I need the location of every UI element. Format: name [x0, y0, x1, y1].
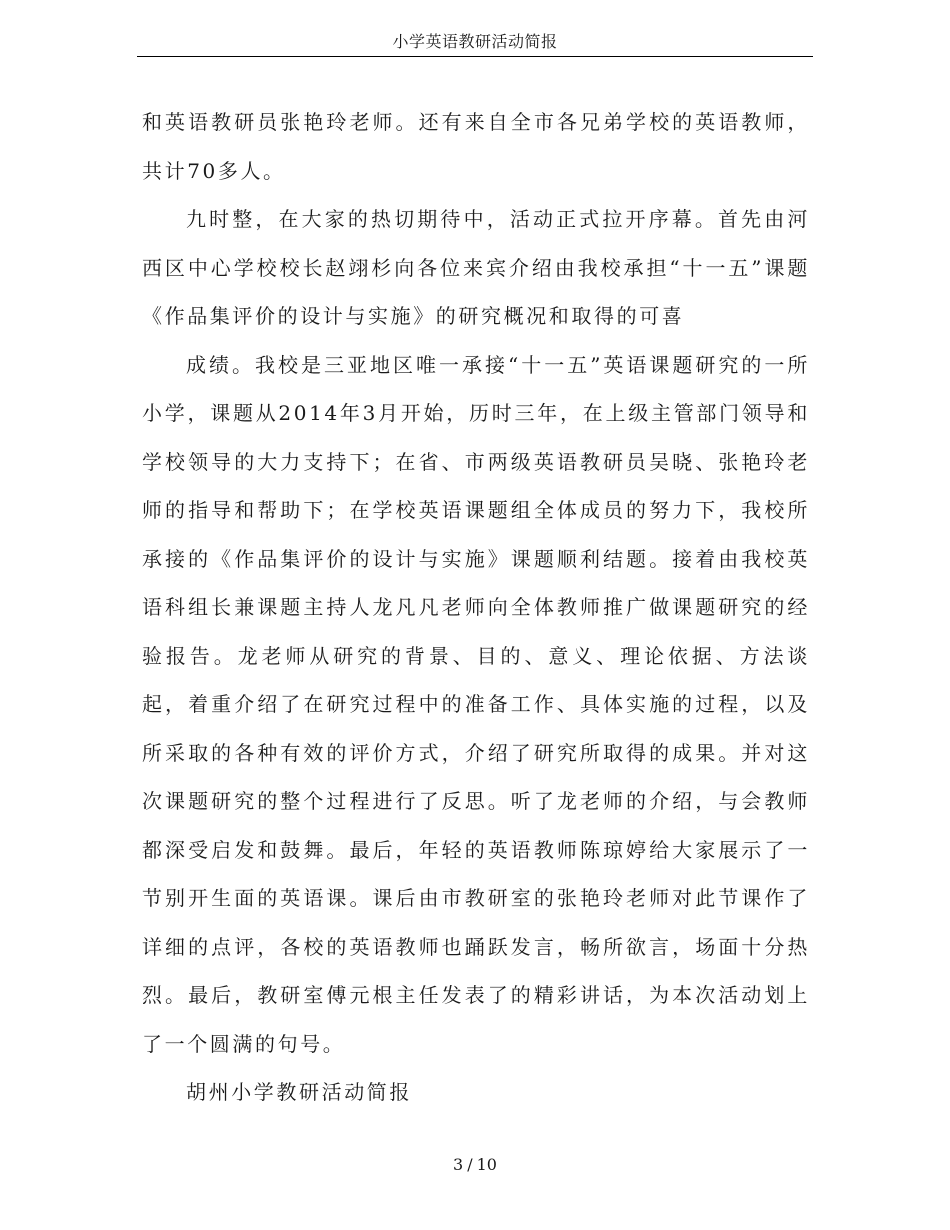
- page-header-title: 小学英语教研活动简报: [392, 32, 558, 51]
- page-number: [0, 1154, 950, 1176]
- header-divider: [137, 56, 813, 57]
- page-separator: /: [467, 1155, 473, 1174]
- paragraph-4-heading: 胡州小学教研活动简报: [186, 1080, 412, 1104]
- paragraph-3: 成绩。我校是三亚地区唯一承接“十一五”英语课题研究的一所小学，课题从2014年3月开始，历时三年，在上级主管部门领导和学校领导的大力支持下；在省、市两级英语教研员吴晓、张艳玲老师的指导和帮助下；在学校英语课题组全体成员的努力下，我校所承接的《作品集评价的设计与实施》课题顺利结题。接着由我校英语科组长兼课题主持人龙凡凡老师向全体教师推广做课题研究的经验报告。龙老师从研究的背景、目的、意义、理论依据、方法谈起，着重介绍了在研究过程中的准备工作、具体实施的过程，以及所采取的各种有效的评价方式，介绍了研究所取得的成果。并对这次课题研究的整个过程进行了反思。听了龙老师的介绍，与会教师都深受启发和鼓舞。最后，年轻的英语教师陈琼婷给大家展示了一节别开生面的英语课。课后由市教研室的张艳玲老师对此节课作了详细的点评，各校的英语教师也踊跃发言，畅所欲言，场面十分热烈。最后，教研室傅元根主任发表了的精彩讲话，为本次活动划上了一个圆满的句号。: [142, 352, 810, 1056]
- current-page-number: 3: [453, 1155, 464, 1174]
- paragraph-1: 和英语教研员张艳玲老师。还有来自全市各兄弟学校的英语教师，共计70多人。: [142, 110, 810, 183]
- document-body: [142, 98, 810, 1117]
- paragraph-2: 九时整，在大家的热切期待中，活动正式拉开序幕。首先由河西区中心学校校长赵翊杉向各位来宾介绍由我校承担“十一五”课题《作品集评价的设计与实施》的研究概况和取得的可喜: [142, 207, 810, 328]
- total-page-count: 10: [476, 1155, 497, 1174]
